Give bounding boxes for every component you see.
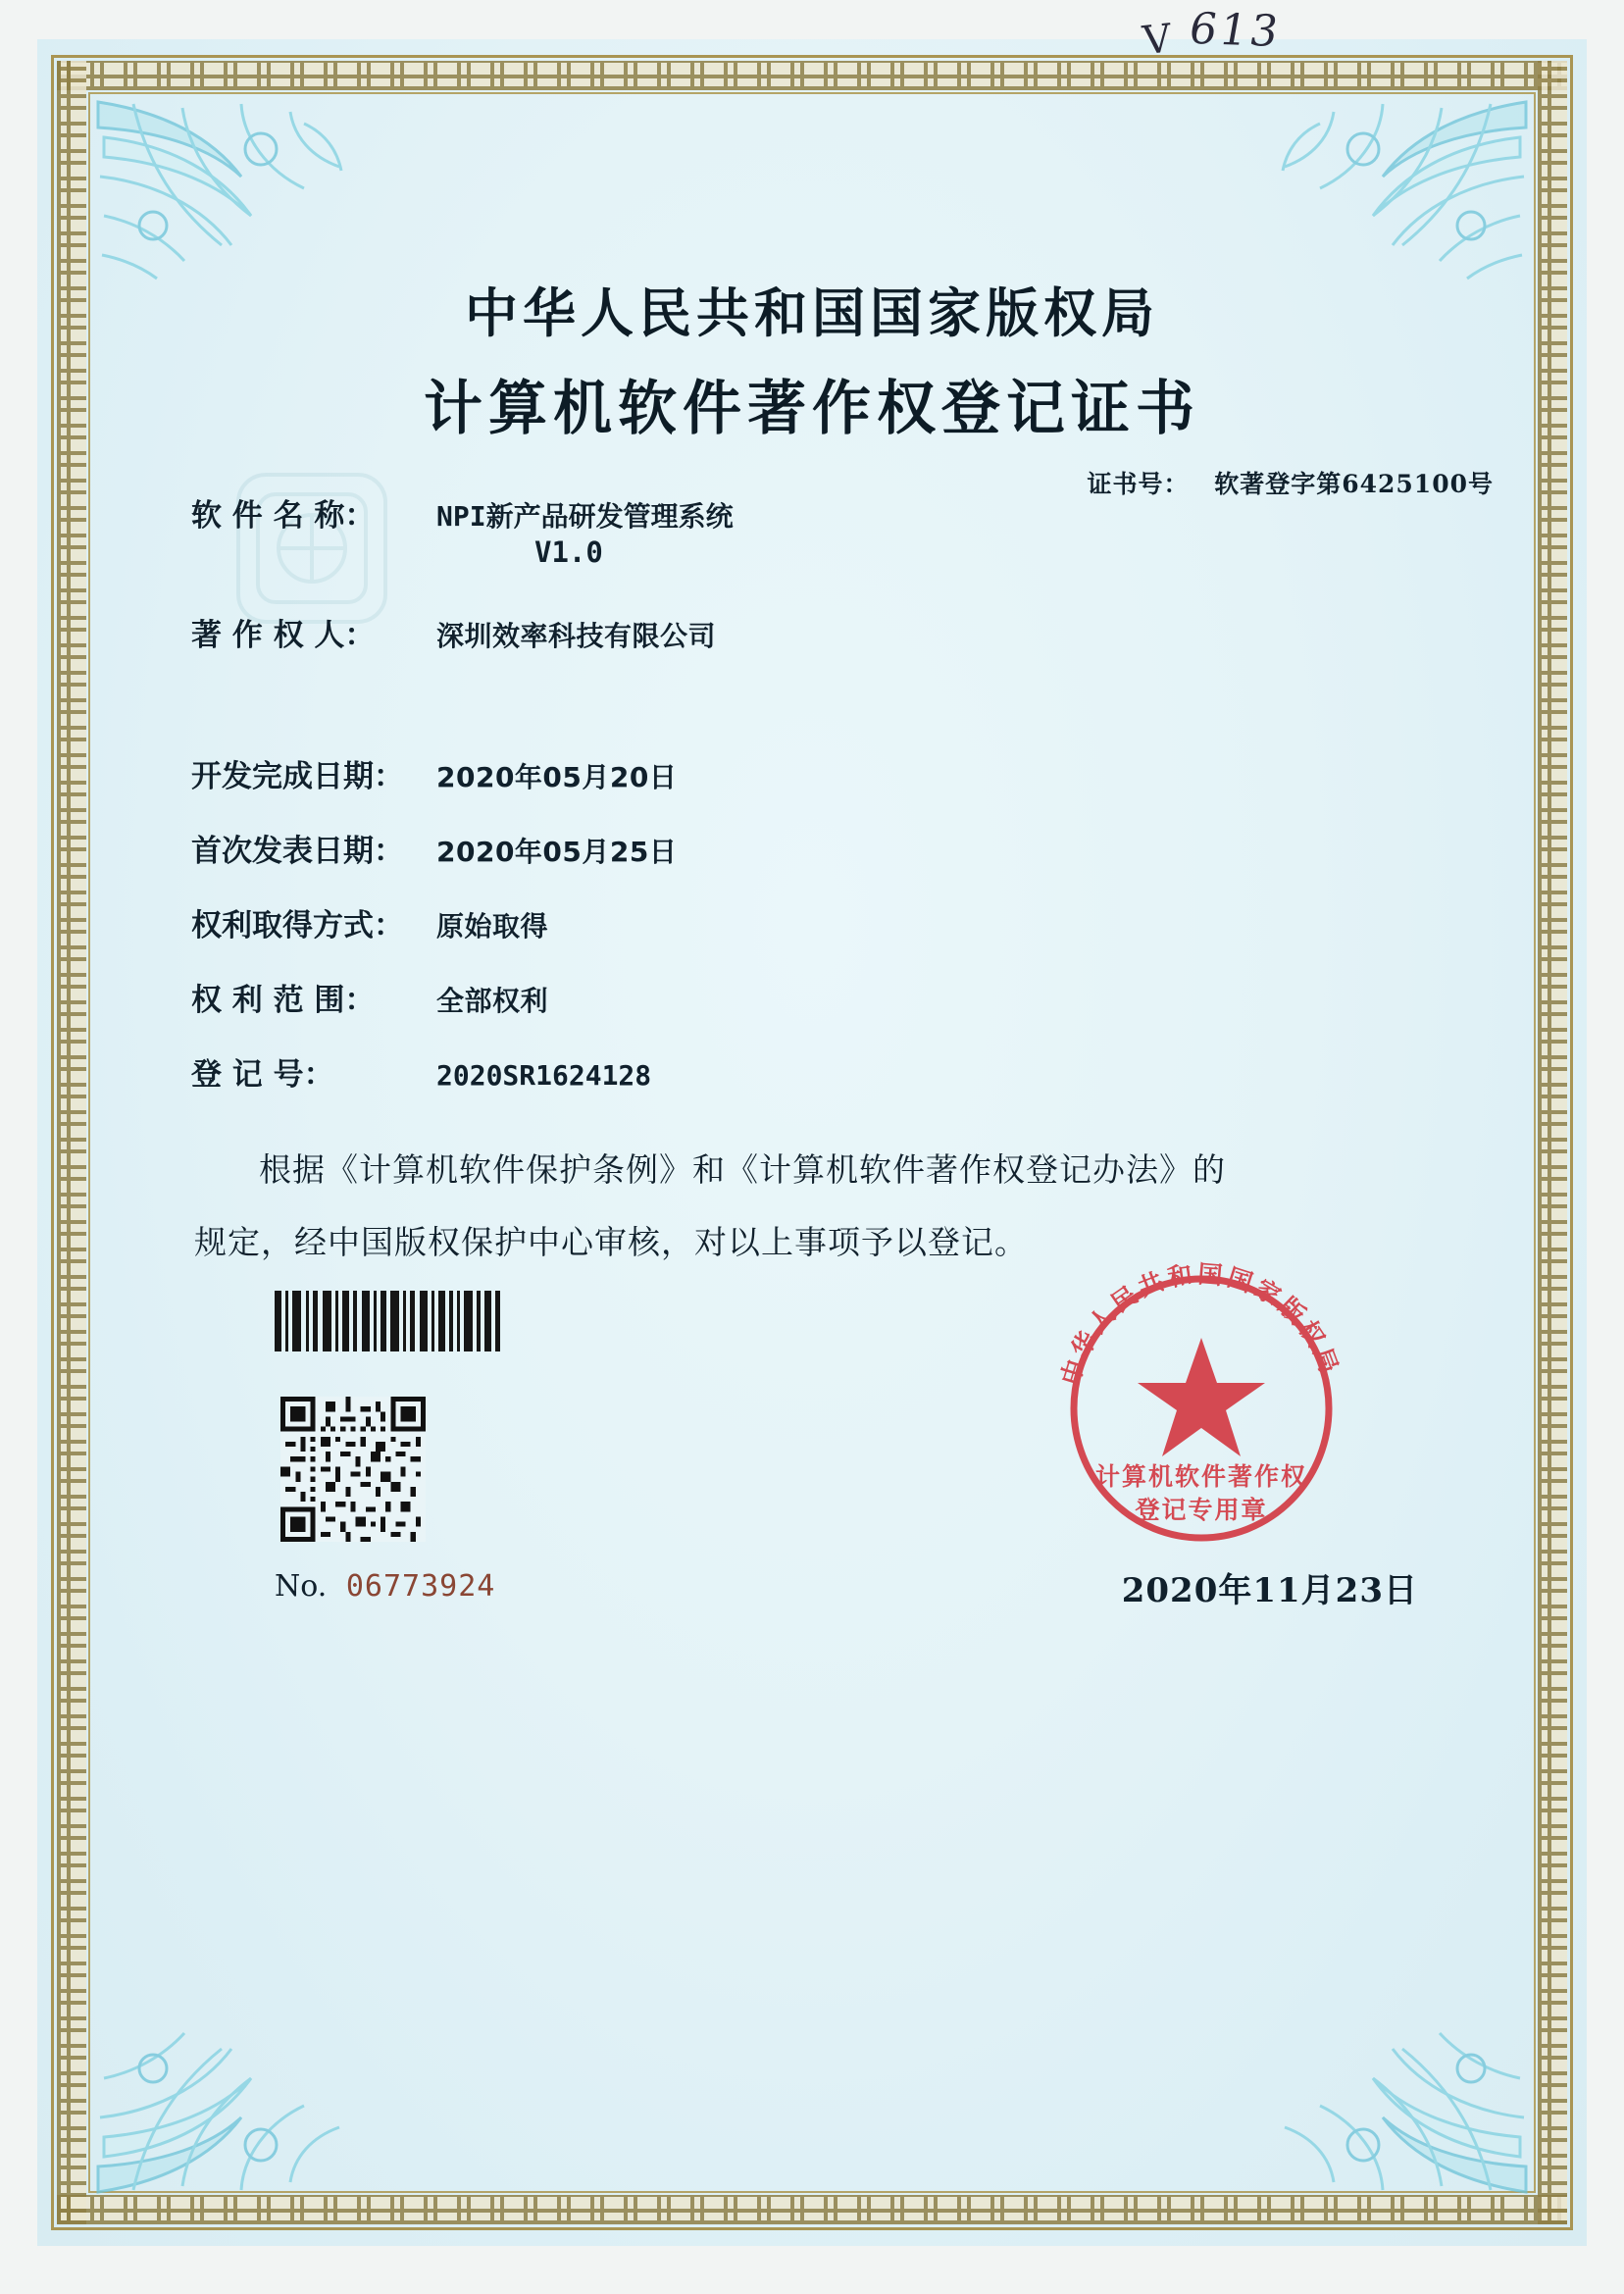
- field-acquisition-method: [191, 900, 548, 944]
- field-rights-scope: [191, 975, 548, 1019]
- official-seal: [1025, 1261, 1378, 1555]
- field-development-date: [191, 751, 677, 795]
- field-registration-number-value: 2020SR1624128: [436, 1059, 652, 1092]
- field-development-date-label: 开发完成日期：: [191, 759, 404, 794]
- field-registration-number: [191, 1049, 651, 1094]
- certificate-number: [1087, 465, 1494, 500]
- handwritten-mark-letter: V: [1141, 16, 1177, 65]
- field-software-name-label: 软 件 名 称：: [191, 498, 376, 534]
- field-first-publish-date-value: 2020年05月25日: [436, 836, 678, 868]
- serial-number-value: 06773924: [345, 1569, 496, 1604]
- svg-text:登记专用章: 登记专用章: [1135, 1496, 1268, 1524]
- certificate-number-label: 证书号：: [1087, 470, 1190, 498]
- certificate-number-value: 软著登字第6425100号: [1214, 470, 1494, 498]
- field-acquisition-method-label: 权利取得方式：: [191, 908, 404, 943]
- handwritten-mark-number: 613: [1185, 4, 1285, 57]
- issue-date: 2020年11月23日: [1121, 1571, 1418, 1610]
- field-software-name: [191, 490, 734, 535]
- legal-statement: [194, 1134, 1440, 1279]
- field-software-name-value: NPI新产品研发管理系统: [436, 500, 734, 533]
- greek-key-border-left: [57, 61, 86, 2224]
- field-rights-scope-value: 全部权利: [436, 985, 549, 1017]
- greek-key-border-top: [57, 61, 1567, 90]
- qr-code: [280, 1397, 426, 1542]
- serial-number: [275, 1569, 495, 1604]
- field-software-version-value: V1.0: [534, 535, 603, 569]
- serial-number-label: No.: [275, 1569, 328, 1604]
- field-copyright-owner-label: 著 作 权 人：: [191, 618, 376, 653]
- barcode: [275, 1291, 500, 1351]
- greek-key-border-right: [1538, 61, 1567, 2224]
- field-first-publish-date-label: 首次发表日期：: [191, 834, 404, 869]
- legal-statement-line1: 根据《计算机软件保护条例》和《计算机软件著作权登记办法》的: [259, 1150, 1226, 1189]
- field-rights-scope-label: 权 利 范 围：: [191, 983, 376, 1018]
- field-copyright-owner: [191, 610, 716, 654]
- field-first-publish-date: [191, 826, 677, 870]
- issuing-authority-title: 中华人民共和国国家版权局: [465, 281, 1159, 344]
- handwritten-mark: [1141, 1, 1283, 65]
- certificate-content: [88, 92, 1536, 2193]
- legal-statement-line2: 规定，经中国版权保护中心审核，对以上事项予以登记。: [194, 1223, 1028, 1261]
- greek-key-border-bottom: [57, 2195, 1567, 2224]
- field-development-date-value: 2020年05月20日: [436, 761, 678, 793]
- certificate-title: 计算机软件著作权登记证书: [424, 375, 1200, 443]
- field-copyright-owner-value: 深圳效率科技有限公司: [436, 620, 717, 652]
- svg-text:中华人民共和国国家版权局: 中华人民共和国国家版权局: [1055, 1261, 1345, 1389]
- field-acquisition-method-value: 原始取得: [436, 910, 549, 943]
- svg-text:计算机软件著作权: 计算机软件著作权: [1094, 1462, 1308, 1491]
- field-registration-number-label: 登 记 号：: [191, 1057, 334, 1093]
